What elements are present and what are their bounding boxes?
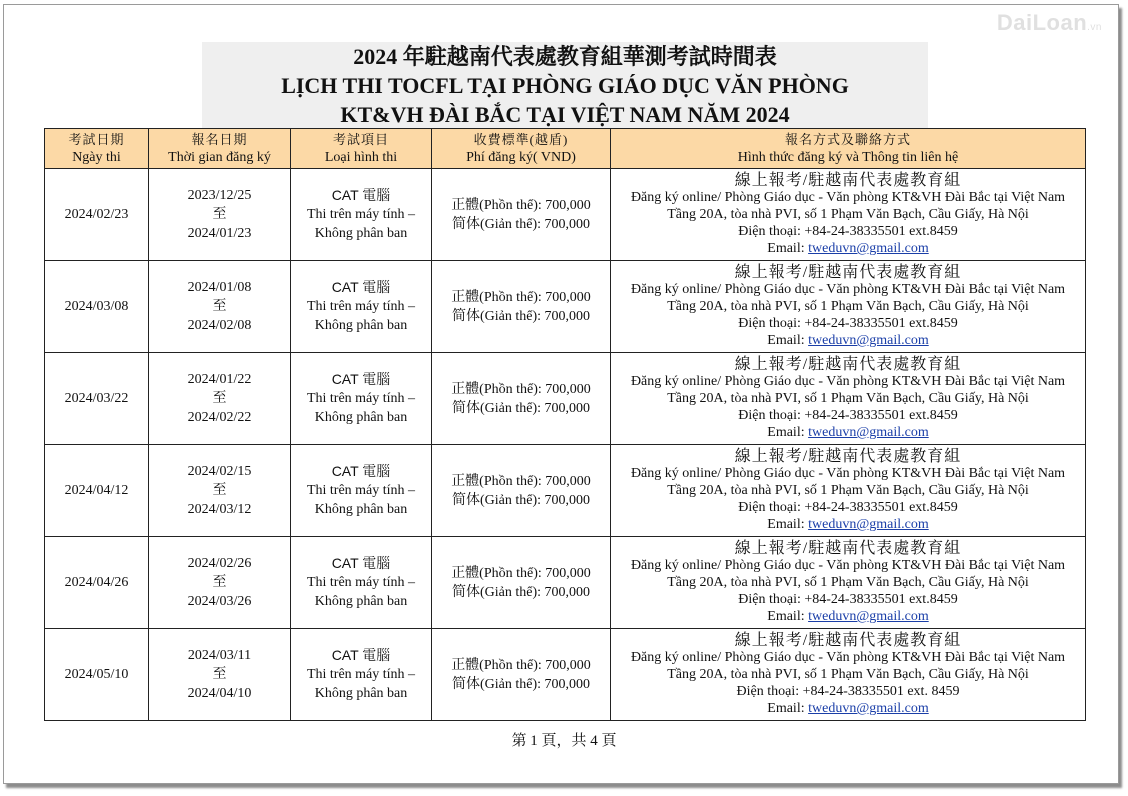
email-link[interactable]: tweduvn@gmail.com — [808, 701, 929, 716]
exam-type-note: Không phân ban — [314, 318, 408, 333]
registration-end: 2024/02/08 — [187, 318, 252, 333]
watermark-logo: DaiLoan.vn — [996, 10, 1102, 35]
fee-cell — [432, 629, 611, 721]
exam-type-cell — [291, 353, 432, 445]
email-label: Email: — [767, 517, 809, 532]
registration-start: 2024/01/22 — [187, 372, 252, 387]
fee-simplified: 简体(Giản thể): 700,000 — [451, 400, 591, 416]
registration-period-cell — [149, 629, 291, 721]
phone-number: Điện thoại: +84-24-38335501 ext.8459 — [738, 224, 958, 239]
exam-type-cell — [291, 261, 432, 353]
registration-method: 線上報考/駐越南代表處教育組 — [734, 540, 962, 557]
fee-simplified: 简体(Giản thể): 700,000 — [451, 308, 591, 324]
email-line — [613, 332, 1083, 349]
registration-to: 至 — [212, 299, 227, 314]
fee-cell — [432, 537, 611, 629]
table-header-row — [45, 129, 1086, 169]
registration-end: 2024/03/12 — [187, 502, 252, 517]
exam-date-cell — [45, 169, 149, 261]
registration-office: Đăng ký online/ Phòng Giáo dục - Văn phòng KT&VH Đài Bắc tại Việt Nam — [630, 650, 1066, 665]
email-label: Email: — [767, 609, 809, 624]
phone-number: Điện thoại: +84-24-38335501 ext. 8459 — [736, 684, 960, 699]
exam-date-cell — [45, 445, 149, 537]
registration-period-cell — [149, 445, 291, 537]
fee-traditional: 正體(Phồn thể): 700,000 — [451, 565, 591, 581]
registration-start: 2024/02/15 — [187, 464, 252, 479]
registration-period-cell — [149, 169, 291, 261]
table-row — [45, 629, 1086, 721]
email-label: Email: — [767, 425, 809, 440]
fee-simplified: 简体(Giản thể): 700,000 — [451, 584, 591, 600]
registration-start: 2024/01/08 — [187, 280, 252, 295]
table-row — [45, 537, 1086, 629]
fee-simplified: 简体(Giản thể): 700,000 — [451, 676, 591, 692]
office-address: Tầng 20A, tòa nhà PVI, số 1 Phạm Văn Bạch, Cầu Giấy, Hà Nội — [667, 667, 1029, 682]
table-row — [45, 169, 1086, 261]
email-line — [613, 700, 1083, 717]
email-label: Email: — [767, 333, 809, 348]
exam-type-cat: CAT 電腦 — [331, 187, 391, 203]
exam-date-cell — [45, 537, 149, 629]
registration-to: 至 — [212, 575, 227, 590]
registration-end: 2024/02/22 — [187, 410, 252, 425]
office-address: Tầng 20A, tòa nhà PVI, số 1 Phạm Văn Bạch, Cầu Giấy, Hà Nội — [667, 299, 1029, 314]
exam-type-note: Không phân ban — [314, 410, 408, 425]
title-block — [202, 42, 928, 128]
page-number: 第 1 頁，共 4 頁 — [511, 733, 617, 749]
registration-method: 線上報考/駐越南代表處教育組 — [734, 632, 962, 649]
email-label: Email: — [767, 701, 809, 716]
registration-to: 至 — [212, 483, 227, 498]
header-exam-date: 考試日期 Ngày thi — [45, 129, 149, 169]
email-link[interactable]: tweduvn@gmail.com — [808, 333, 929, 348]
exam-date-cell — [45, 629, 149, 721]
exam-type-note: Không phân ban — [314, 226, 408, 241]
office-address: Tầng 20A, tòa nhà PVI, số 1 Phạm Văn Bạch, Cầu Giấy, Hà Nội — [667, 207, 1029, 222]
header-contact-info: 報名方式及聯絡方式 Hình thức đăng ký và Thông tin liên hệ — [611, 129, 1086, 169]
registration-method: 線上報考/駐越南代表處教育組 — [734, 264, 962, 281]
title-chinese: 2024 年駐越南代表處教育組華測考試時間表 — [353, 44, 777, 69]
title-vietnamese-line2: KT&VH ĐÀI BẮC TẠI VIỆT NAM NĂM 2024 — [340, 102, 790, 127]
email-line — [613, 608, 1083, 625]
exam-date: 2024/03/22 — [64, 391, 129, 406]
fee-cell — [432, 445, 611, 537]
phone-number: Điện thoại: +84-24-38335501 ext.8459 — [738, 408, 958, 423]
exam-date-cell — [45, 353, 149, 445]
email-label: Email: — [767, 241, 809, 256]
fee-simplified: 简体(Giản thể): 700,000 — [451, 492, 591, 508]
email-line — [613, 424, 1083, 441]
exam-date: 2024/04/12 — [64, 483, 129, 498]
registration-end: 2024/01/23 — [187, 226, 252, 241]
office-address: Tầng 20A, tòa nhà PVI, số 1 Phạm Văn Bạch, Cầu Giấy, Hà Nội — [667, 575, 1029, 590]
table-row — [45, 353, 1086, 445]
exam-date-cell — [45, 261, 149, 353]
fee-traditional: 正體(Phồn thể): 700,000 — [451, 289, 591, 305]
exam-type-cat: CAT 電腦 — [331, 555, 391, 571]
email-link[interactable]: tweduvn@gmail.com — [808, 517, 929, 532]
registration-end: 2024/04/10 — [187, 686, 252, 701]
email-link[interactable]: tweduvn@gmail.com — [808, 425, 929, 440]
exam-date: 2024/05/10 — [64, 667, 129, 682]
registration-period-cell — [149, 261, 291, 353]
registration-period-cell — [149, 537, 291, 629]
header-fee: 收費標準(越盾) Phí đăng ký( VND) — [432, 129, 611, 169]
contact-info-cell — [611, 445, 1086, 537]
table-row — [45, 261, 1086, 353]
exam-type-cell — [291, 169, 432, 261]
email-line — [613, 516, 1083, 533]
exam-type-cat: CAT 電腦 — [331, 647, 391, 663]
exam-type-cat: CAT 電腦 — [331, 371, 391, 387]
exam-type-note: Không phân ban — [314, 594, 408, 609]
phone-number: Điện thoại: +84-24-38335501 ext.8459 — [738, 316, 958, 331]
exam-type-note: Không phân ban — [314, 686, 408, 701]
exam-type-cell — [291, 445, 432, 537]
contact-info-cell — [611, 629, 1086, 721]
exam-type-desc: Thi trên máy tính – — [306, 575, 416, 590]
exam-type-cat: CAT 電腦 — [331, 279, 391, 295]
registration-office: Đăng ký online/ Phòng Giáo dục - Văn phòng KT&VH Đài Bắc tại Việt Nam — [630, 466, 1066, 481]
exam-type-note: Không phân ban — [314, 502, 408, 517]
exam-type-desc: Thi trên máy tính – — [306, 299, 416, 314]
contact-info-cell — [611, 169, 1086, 261]
registration-to: 至 — [212, 391, 227, 406]
registration-end: 2024/03/26 — [187, 594, 252, 609]
contact-info-cell — [611, 261, 1086, 353]
fee-cell — [432, 353, 611, 445]
registration-office: Đăng ký online/ Phòng Giáo dục - Văn phòng KT&VH Đài Bắc tại Việt Nam — [630, 558, 1066, 573]
registration-method: 線上報考/駐越南代表處教育組 — [734, 448, 962, 465]
email-link[interactable]: tweduvn@gmail.com — [808, 609, 929, 624]
email-line — [613, 240, 1083, 257]
registration-to: 至 — [212, 667, 227, 682]
exam-type-cat: CAT 電腦 — [331, 463, 391, 479]
registration-office: Đăng ký online/ Phòng Giáo dục - Văn phòng KT&VH Đài Bắc tại Việt Nam — [630, 190, 1066, 205]
registration-office: Đăng ký online/ Phòng Giáo dục - Văn phòng KT&VH Đài Bắc tại Việt Nam — [630, 282, 1066, 297]
fee-cell — [432, 169, 611, 261]
exam-date: 2024/03/08 — [64, 299, 129, 314]
registration-to: 至 — [212, 207, 227, 222]
registration-period-cell — [149, 353, 291, 445]
email-link[interactable]: tweduvn@gmail.com — [808, 241, 929, 256]
title-vietnamese-line1: LỊCH THI TOCFL TẠI PHÒNG GIÁO DỤC VĂN PHÒNG — [281, 73, 849, 98]
registration-method: 線上報考/駐越南代表處教育組 — [734, 172, 962, 189]
phone-number: Điện thoại: +84-24-38335501 ext.8459 — [738, 592, 958, 607]
contact-info-cell — [611, 537, 1086, 629]
exam-type-desc: Thi trên máy tính – — [306, 207, 416, 222]
fee-simplified: 简体(Giản thể): 700,000 — [451, 216, 591, 232]
exam-type-desc: Thi trên máy tính – — [306, 667, 416, 682]
table-row — [45, 445, 1086, 537]
exam-date: 2024/04/26 — [64, 575, 129, 590]
registration-start: 2023/12/25 — [187, 188, 252, 203]
office-address: Tầng 20A, tòa nhà PVI, số 1 Phạm Văn Bạch, Cầu Giấy, Hà Nội — [667, 391, 1029, 406]
fee-traditional: 正體(Phồn thể): 700,000 — [451, 657, 591, 673]
registration-method: 線上報考/駐越南代表處教育組 — [734, 356, 962, 373]
header-exam-type: 考試項目 Loại hình thi — [291, 129, 432, 169]
exam-type-desc: Thi trên máy tính – — [306, 391, 416, 406]
phone-number: Điện thoại: +84-24-38335501 ext.8459 — [738, 500, 958, 515]
exam-type-cell — [291, 629, 432, 721]
fee-traditional: 正體(Phồn thể): 700,000 — [451, 473, 591, 489]
registration-office: Đăng ký online/ Phòng Giáo dục - Văn phòng KT&VH Đài Bắc tại Việt Nam — [630, 374, 1066, 389]
office-address: Tầng 20A, tòa nhà PVI, số 1 Phạm Văn Bạch, Cầu Giấy, Hà Nội — [667, 483, 1029, 498]
fee-traditional: 正體(Phồn thể): 700,000 — [451, 197, 591, 213]
exam-date: 2024/02/23 — [64, 207, 129, 222]
contact-info-cell — [611, 353, 1086, 445]
exam-schedule-table — [44, 128, 1086, 721]
fee-cell — [432, 261, 611, 353]
exam-type-desc: Thi trên máy tính – — [306, 483, 416, 498]
exam-type-cell — [291, 537, 432, 629]
registration-start: 2024/03/11 — [187, 648, 252, 663]
fee-traditional: 正體(Phồn thể): 700,000 — [451, 381, 591, 397]
header-registration-period: 報名日期 Thời gian đăng ký — [149, 129, 291, 169]
registration-start: 2024/02/26 — [187, 556, 252, 571]
